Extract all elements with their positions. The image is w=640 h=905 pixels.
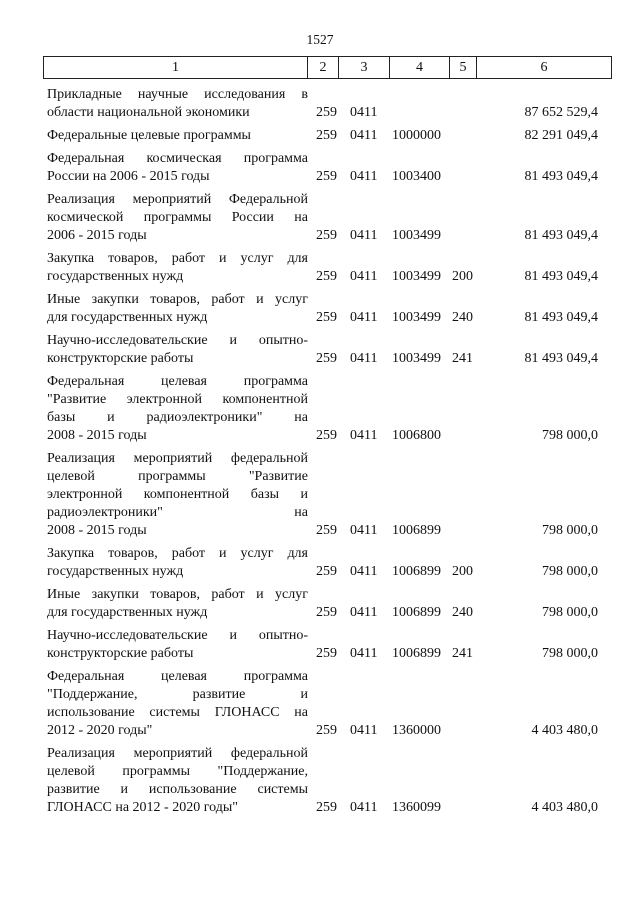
- cell-c2: 259: [316, 228, 337, 243]
- cell-c4: 1360000: [392, 723, 441, 738]
- table-row: [47, 191, 607, 245]
- description-line: 2012 - 2020 годы": [47, 723, 153, 738]
- cell-c3: 0411: [350, 310, 378, 325]
- table-row: [47, 332, 607, 368]
- header-col-2: 2: [308, 57, 339, 78]
- row-description: [47, 586, 308, 622]
- cell-c6: 798 000,0: [542, 646, 598, 661]
- cell-c4: 1006899: [392, 646, 441, 661]
- cell-c6: 82 291 049,4: [524, 128, 598, 143]
- row-description: [47, 150, 308, 186]
- cell-c2: 259: [316, 646, 337, 661]
- description-line: Закупка товаров, работ и услуг для: [47, 546, 308, 561]
- description-line: для государственных нужд: [47, 605, 208, 620]
- description-line: электронной компонентной базы и: [47, 487, 308, 502]
- cell-c2: 259: [316, 723, 337, 738]
- description-line: области национальной экономики: [47, 105, 250, 120]
- description-line: "Поддержание, развитие и: [47, 687, 308, 702]
- description-line: "Развитие электронной компонентной: [47, 392, 308, 407]
- cell-c3: 0411: [350, 723, 378, 738]
- header-col-1: 1: [44, 57, 308, 78]
- description-line: Федеральные целевые программы: [47, 128, 251, 143]
- cell-c6: 4 403 480,0: [531, 723, 598, 738]
- cell-c6: 798 000,0: [542, 564, 598, 579]
- cell-c2: 259: [316, 310, 337, 325]
- cell-c4: 1003499: [392, 351, 441, 366]
- cell-c3: 0411: [350, 646, 378, 661]
- description-line: России на 2006 - 2015 годы: [47, 169, 210, 184]
- table-row: [47, 127, 607, 145]
- cell-c4: 1006800: [392, 428, 441, 443]
- page-number: 1527: [306, 32, 334, 47]
- description-line: базы и радиоэлектроники" на: [47, 410, 308, 425]
- cell-c3: 0411: [350, 228, 378, 243]
- description-line: Прикладные научные исследования в: [47, 87, 308, 102]
- description-line: Федеральная целевая программа: [47, 669, 308, 684]
- cell-c6: 4 403 480,0: [531, 800, 598, 815]
- cell-c2: 259: [316, 128, 337, 143]
- cell-c2: 259: [316, 428, 337, 443]
- description-line: 2006 - 2015 годы: [47, 228, 147, 243]
- cell-c4: 1003499: [392, 269, 441, 284]
- row-description: [47, 127, 308, 145]
- cell-c6: 81 493 049,4: [524, 310, 598, 325]
- cell-c3: 0411: [350, 428, 378, 443]
- description-line: для государственных нужд: [47, 310, 208, 325]
- description-line: Федеральная целевая программа: [47, 374, 308, 389]
- row-description: [47, 668, 308, 740]
- description-line: 2008 - 2015 годы: [47, 523, 147, 538]
- header-col-4: 4: [390, 57, 450, 78]
- row-description: [47, 627, 308, 663]
- cell-c2: 259: [316, 564, 337, 579]
- table-body: [47, 86, 607, 822]
- cell-c6: 798 000,0: [542, 605, 598, 620]
- table-row: [47, 745, 607, 817]
- header-col-5: 5: [450, 57, 477, 78]
- table-row: [47, 450, 607, 540]
- description-line: конструкторские работы: [47, 646, 194, 661]
- table-row: [47, 150, 607, 186]
- table-row: [47, 373, 607, 445]
- table-row: [47, 545, 607, 581]
- cell-c4: 1006899: [392, 523, 441, 538]
- cell-c3: 0411: [350, 105, 378, 120]
- cell-c2: 259: [316, 351, 337, 366]
- cell-c4: 1006899: [392, 605, 441, 620]
- cell-c5: 200: [452, 269, 473, 284]
- table-row: [47, 291, 607, 327]
- cell-c2: 259: [316, 105, 337, 120]
- description-line: Научно-исследовательские и опытно-: [47, 333, 308, 348]
- description-line: целевой программы "Поддержание,: [47, 764, 308, 779]
- description-line: Реализация мероприятий федеральной: [47, 451, 308, 466]
- cell-c3: 0411: [350, 564, 378, 579]
- cell-c3: 0411: [350, 169, 378, 184]
- cell-c5: 241: [452, 351, 473, 366]
- row-description: [47, 545, 308, 581]
- header-col-3: 3: [339, 57, 390, 78]
- description-line: ГЛОНАСС на 2012 - 2020 годы": [47, 800, 238, 815]
- description-line: Федеральная космическая программа: [47, 151, 308, 166]
- cell-c3: 0411: [350, 800, 378, 815]
- row-description: [47, 373, 308, 445]
- description-line: 2008 - 2015 годы: [47, 428, 147, 443]
- cell-c2: 259: [316, 169, 337, 184]
- cell-c4: 1360099: [392, 800, 441, 815]
- cell-c2: 259: [316, 523, 337, 538]
- table-header: [43, 56, 612, 79]
- cell-c2: 259: [316, 605, 337, 620]
- row-description: [47, 450, 308, 540]
- description-line: космической программы России на: [47, 210, 308, 225]
- cell-c4: 1003400: [392, 169, 441, 184]
- table-row: [47, 586, 607, 622]
- table-row: [47, 627, 607, 663]
- description-line: радиоэлектроники" на: [47, 505, 308, 520]
- description-line: развитие и использование системы: [47, 782, 308, 797]
- cell-c5: 240: [452, 605, 473, 620]
- cell-c4: 1006899: [392, 564, 441, 579]
- description-line: Закупка товаров, работ и услуг для: [47, 251, 308, 266]
- cell-c6: 81 493 049,4: [524, 351, 598, 366]
- cell-c5: 200: [452, 564, 473, 579]
- row-description: [47, 291, 308, 327]
- description-line: использование системы ГЛОНАСС на: [47, 705, 308, 720]
- cell-c3: 0411: [350, 605, 378, 620]
- cell-c6: 798 000,0: [542, 523, 598, 538]
- cell-c3: 0411: [350, 351, 378, 366]
- cell-c2: 259: [316, 269, 337, 284]
- row-description: [47, 191, 308, 245]
- cell-c6: 87 652 529,4: [524, 105, 598, 120]
- table-row: [47, 86, 607, 122]
- header-col-6: 6: [540, 60, 548, 75]
- cell-c2: 259: [316, 800, 337, 815]
- cell-c3: 0411: [350, 269, 378, 284]
- row-description: [47, 745, 308, 817]
- description-line: Реализация мероприятий Федеральной: [47, 192, 308, 207]
- cell-c4: 1000000: [392, 128, 441, 143]
- cell-c3: 0411: [350, 523, 378, 538]
- cell-c4: 1003499: [392, 228, 441, 243]
- cell-c3: 0411: [350, 128, 378, 143]
- cell-c6: 81 493 049,4: [524, 228, 598, 243]
- description-line: Научно-исследовательские и опытно-: [47, 628, 308, 643]
- table-row: [47, 668, 607, 740]
- cell-c6: 81 493 049,4: [524, 169, 598, 184]
- description-line: Иные закупки товаров, работ и услуг: [47, 587, 308, 602]
- description-line: целевой программы "Развитие: [47, 469, 308, 484]
- cell-c5: 241: [452, 646, 473, 661]
- cell-c4: 1003499: [392, 310, 441, 325]
- cell-c5: 240: [452, 310, 473, 325]
- row-description: [47, 86, 308, 122]
- table-row: [47, 250, 607, 286]
- cell-c6: 798 000,0: [542, 428, 598, 443]
- description-line: Иные закупки товаров, работ и услуг: [47, 292, 308, 307]
- row-description: [47, 332, 308, 368]
- row-description: [47, 250, 308, 286]
- description-line: государственных нужд: [47, 269, 184, 284]
- cell-c6: 81 493 049,4: [524, 269, 598, 284]
- description-line: Реализация мероприятий федеральной: [47, 746, 308, 761]
- description-line: государственных нужд: [47, 564, 184, 579]
- description-line: конструкторские работы: [47, 351, 194, 366]
